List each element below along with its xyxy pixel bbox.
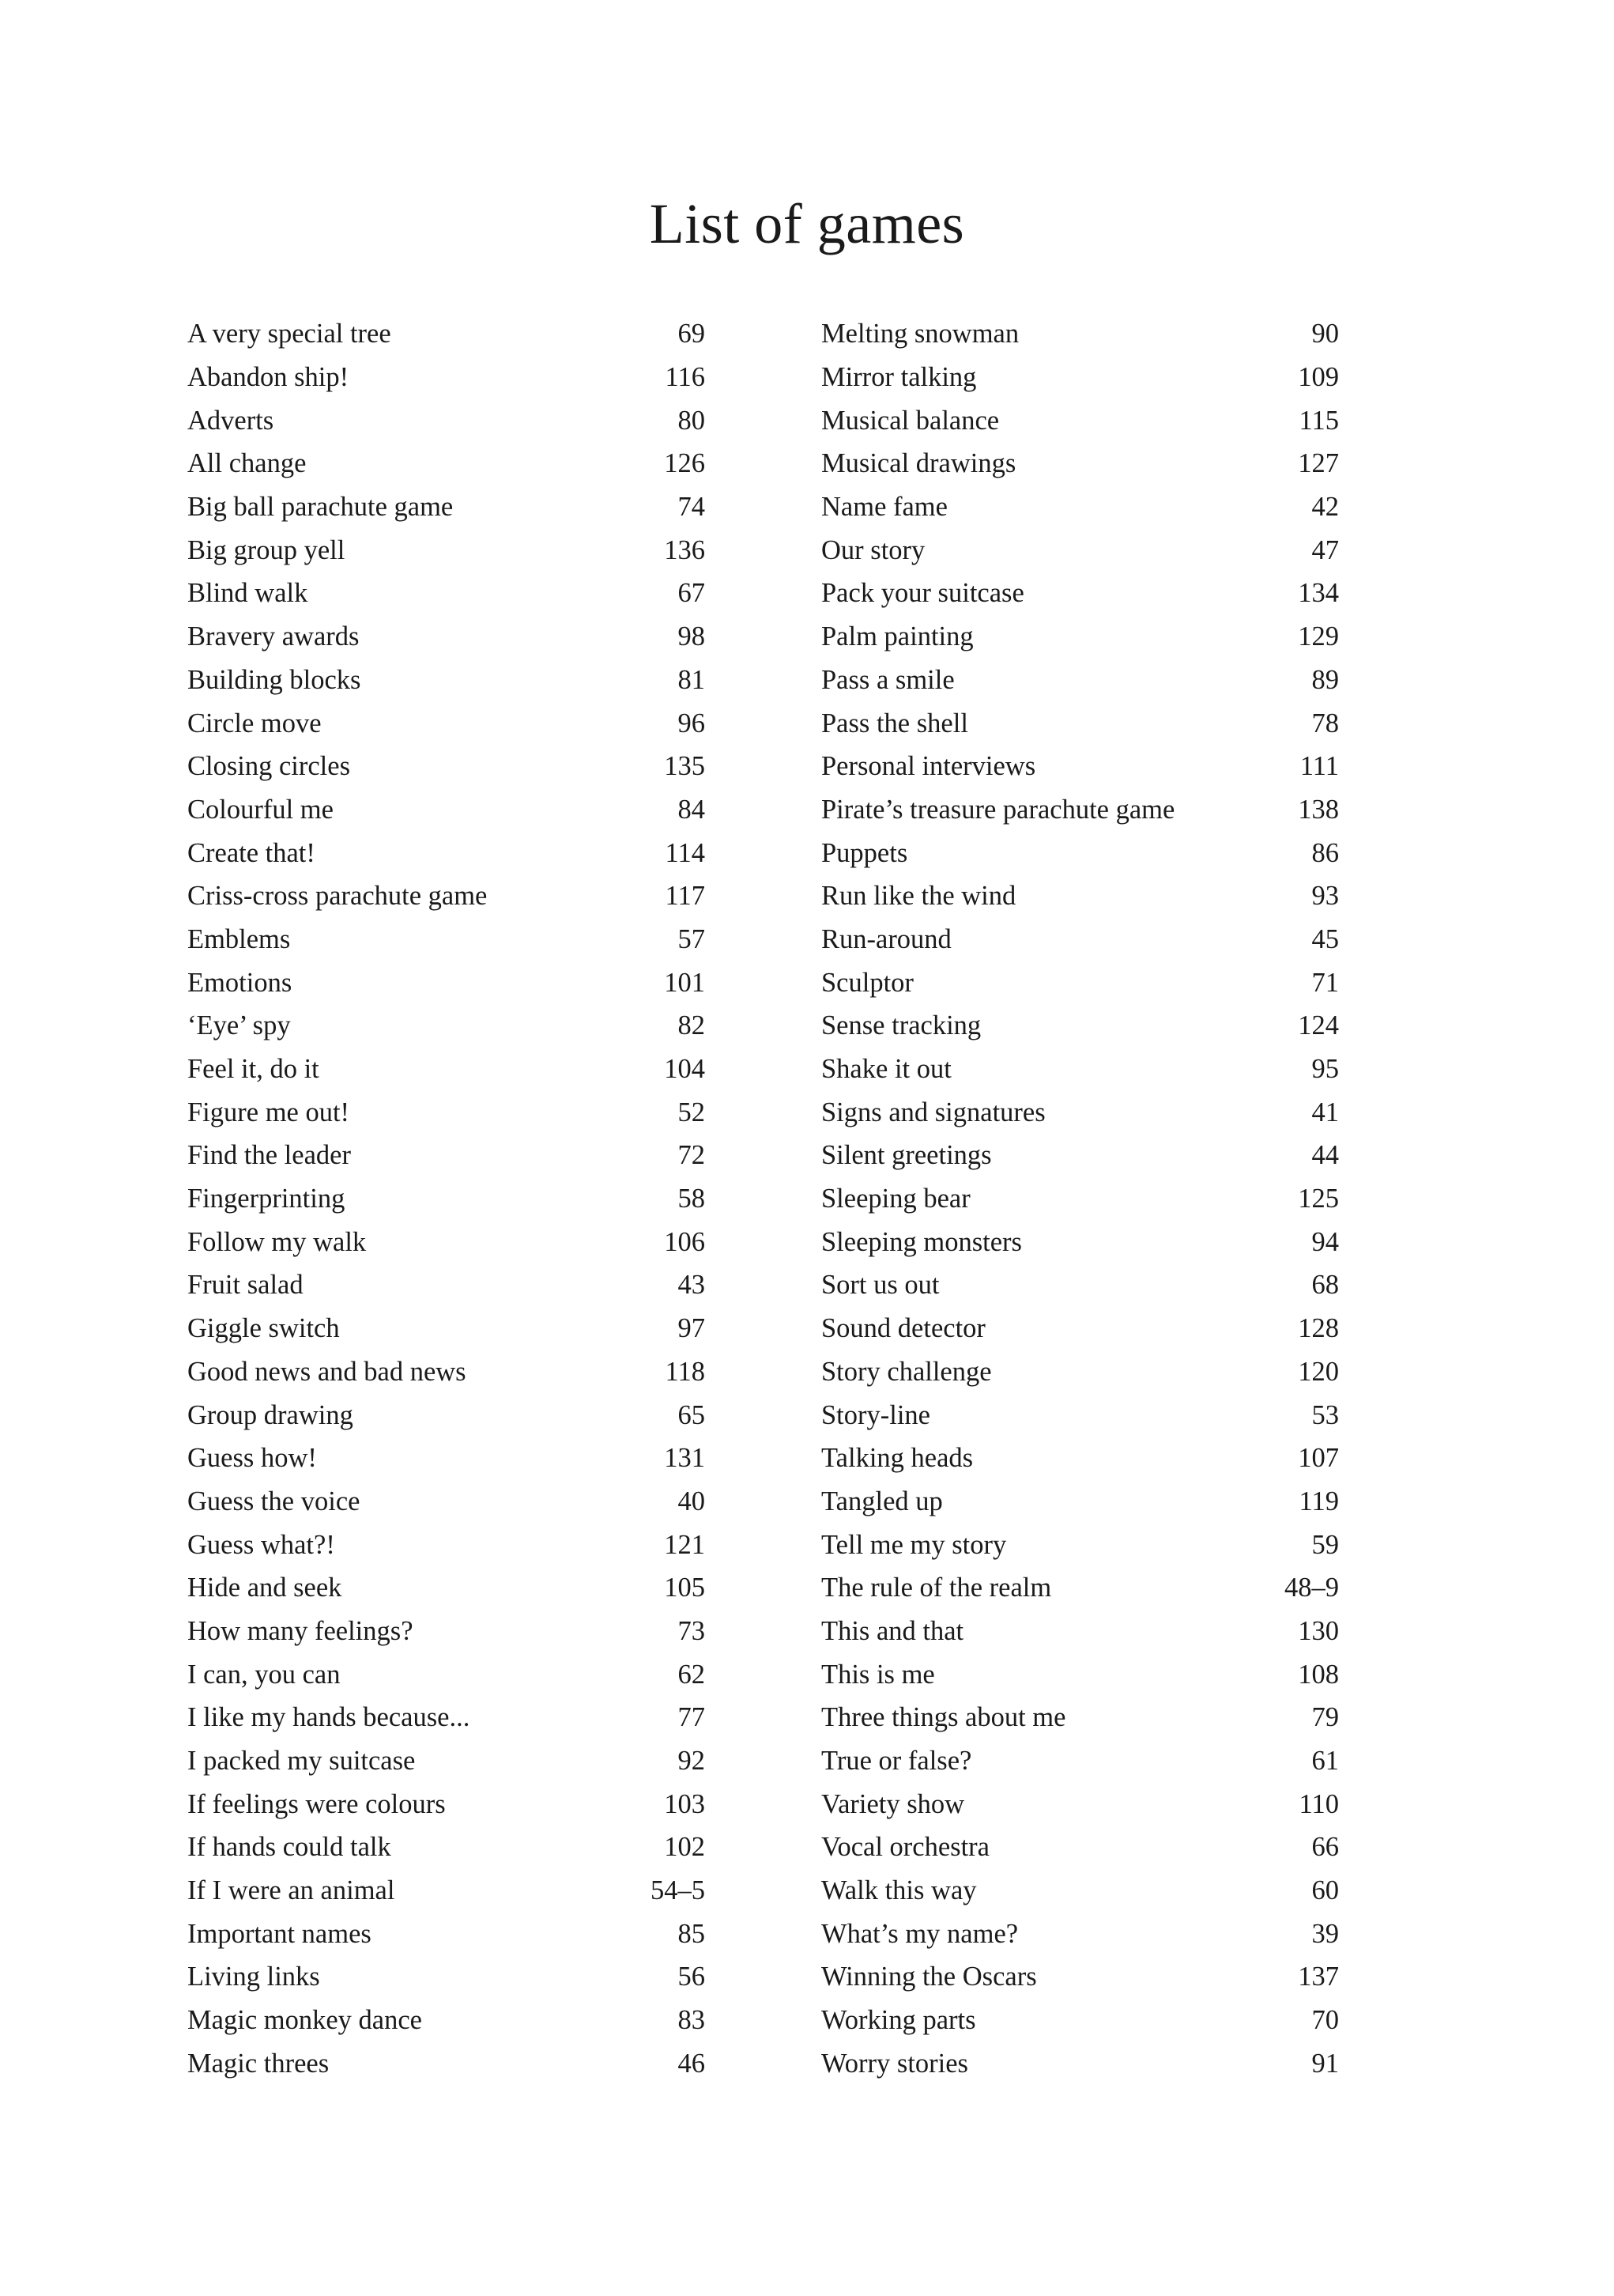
game-entry <box>821 1696 1339 1739</box>
game-entry <box>821 312 1339 356</box>
game-title: Story-line <box>821 1399 930 1430</box>
page-number: 61 <box>1311 1746 1339 1777</box>
game-title: Personal interviews <box>821 751 1036 782</box>
game-title: Follow my walk <box>187 1226 367 1257</box>
game-title: Criss-cross parachute game <box>187 881 488 912</box>
page-number: 136 <box>664 534 705 565</box>
page-number: 107 <box>1298 1443 1339 1474</box>
page-number: 131 <box>664 1443 705 1474</box>
game-title: Guess the voice <box>187 1486 360 1516</box>
page-number: 44 <box>1311 1140 1339 1171</box>
game-title: Mirror talking <box>821 362 977 393</box>
page-number: 115 <box>1299 405 1339 436</box>
game-title: Pirate’s treasure parachute game <box>821 794 1175 825</box>
game-entry <box>821 659 1339 702</box>
game-title: Sense tracking <box>821 1010 982 1041</box>
game-entry <box>821 1393 1339 1437</box>
game-title: Adverts <box>187 405 274 436</box>
game-entry <box>821 788 1339 832</box>
game-title: Living links <box>187 1962 320 1992</box>
game-title: Hide and seek <box>187 1573 342 1603</box>
game-entry <box>187 1263 705 1307</box>
game-entry <box>187 831 705 874</box>
game-entry <box>821 1955 1339 1999</box>
game-entry <box>821 356 1339 399</box>
page-title: List of games <box>649 192 965 255</box>
page-number: 77 <box>677 1702 705 1733</box>
page-number: 92 <box>677 1746 705 1777</box>
page-number: 39 <box>1311 1918 1339 1949</box>
page-number: 42 <box>1311 492 1339 523</box>
page-number: 78 <box>1311 708 1339 738</box>
page-number: 47 <box>1311 534 1339 565</box>
game-title: Walk this way <box>821 1875 977 1906</box>
game-title: The rule of the realm <box>821 1573 1052 1603</box>
game-title: Magic monkey dance <box>187 2005 422 2036</box>
game-title: Closing circles <box>187 751 351 782</box>
page-number: 135 <box>664 751 705 782</box>
page-number: 121 <box>664 1529 705 1560</box>
game-entry <box>821 1090 1339 1134</box>
game-entry <box>821 1912 1339 1955</box>
game-title: Create that! <box>187 837 315 868</box>
page-number: 81 <box>677 664 705 695</box>
game-title: Guess what?! <box>187 1529 335 1560</box>
game-title: Vocal orchestra <box>821 1832 990 1863</box>
game-entry <box>821 442 1339 485</box>
page-number: 41 <box>1311 1097 1339 1127</box>
page-number: 40 <box>677 1486 705 1516</box>
game-title: Sleeping monsters <box>821 1226 1022 1257</box>
game-entry <box>187 1826 705 1869</box>
game-title: Blind walk <box>187 578 308 609</box>
game-entry <box>821 745 1339 788</box>
game-title: Signs and signatures <box>821 1097 1046 1127</box>
game-entry <box>821 1263 1339 1307</box>
page-number: 119 <box>1299 1486 1339 1516</box>
game-title: Circle move <box>187 708 322 738</box>
game-entry <box>821 1782 1339 1826</box>
game-title: Tell me my story <box>821 1529 1007 1560</box>
page-number: 83 <box>677 2005 705 2036</box>
game-entry <box>821 1610 1339 1653</box>
game-entry <box>187 1696 705 1739</box>
game-title: Giggle switch <box>187 1313 340 1344</box>
game-title: Name fame <box>821 492 948 523</box>
page-number: 46 <box>677 2048 705 2079</box>
game-title: Run-around <box>821 923 952 954</box>
game-entry <box>821 961 1339 1004</box>
page-number: 84 <box>677 794 705 825</box>
game-title: Bravery awards <box>187 621 360 652</box>
page-number: 54–5 <box>651 1875 705 1906</box>
game-title: If I were an animal <box>187 1875 395 1906</box>
game-title: Abandon ship! <box>187 362 349 393</box>
game-title: Good news and bad news <box>187 1356 466 1387</box>
game-title: Worry stories <box>821 2048 968 2079</box>
game-entry <box>821 1739 1339 1783</box>
game-title: Group drawing <box>187 1399 353 1430</box>
page-number: 104 <box>664 1054 705 1085</box>
game-entry <box>187 1220 705 1263</box>
game-entry <box>187 1566 705 1610</box>
game-entry <box>187 1090 705 1134</box>
game-entry <box>187 1437 705 1480</box>
game-title: Musical balance <box>821 405 1000 436</box>
game-entry <box>187 356 705 399</box>
game-entry <box>187 572 705 615</box>
page-number: 74 <box>677 492 705 523</box>
page-number: 95 <box>1311 1054 1339 1085</box>
game-title: If hands could talk <box>187 1832 391 1863</box>
game-entry <box>821 1048 1339 1091</box>
game-entry <box>821 398 1339 442</box>
game-entry <box>187 615 705 659</box>
game-entry <box>187 1652 705 1696</box>
game-entry <box>187 1393 705 1437</box>
page-number: 69 <box>677 319 705 349</box>
game-entry <box>187 1134 705 1177</box>
game-entry <box>821 1523 1339 1566</box>
game-entry <box>187 701 705 745</box>
game-entry <box>821 1437 1339 1480</box>
game-title: Tangled up <box>821 1486 943 1516</box>
page-number: 56 <box>677 1962 705 1992</box>
game-entry <box>187 659 705 702</box>
game-entry <box>821 1307 1339 1350</box>
game-title: Variety show <box>821 1788 965 1819</box>
game-entry <box>187 528 705 572</box>
page-number: 58 <box>677 1184 705 1214</box>
page-number: 45 <box>1311 923 1339 954</box>
game-entry <box>821 1004 1339 1048</box>
game-entry <box>187 1782 705 1826</box>
game-entry <box>187 961 705 1004</box>
game-title: Talking heads <box>821 1443 974 1474</box>
game-title: Important names <box>187 1918 371 1949</box>
page-number: 62 <box>677 1659 705 1690</box>
game-entry <box>821 485 1339 529</box>
game-title: Fruit salad <box>187 1270 304 1301</box>
game-title: I like my hands because... <box>187 1702 470 1733</box>
page-number: 89 <box>1311 664 1339 695</box>
game-entry <box>821 1177 1339 1221</box>
page-number: 94 <box>1311 1226 1339 1257</box>
page-number: 86 <box>1311 837 1339 868</box>
game-entry <box>821 1220 1339 1263</box>
game-title: Find the leader <box>187 1140 351 1171</box>
page-number: 91 <box>1311 2048 1339 2079</box>
page-number: 66 <box>1311 1832 1339 1863</box>
game-title: Sleeping bear <box>821 1184 971 1214</box>
game-title: Story challenge <box>821 1356 992 1387</box>
game-title: Sculptor <box>821 967 914 998</box>
game-entry <box>821 701 1339 745</box>
page-number: 138 <box>1298 794 1339 825</box>
game-title: Palm painting <box>821 621 974 652</box>
page-number: 57 <box>677 923 705 954</box>
game-title: True or false? <box>821 1746 972 1777</box>
page-number: 124 <box>1298 1010 1339 1041</box>
game-entry <box>187 1004 705 1048</box>
game-title: Our story <box>821 534 926 565</box>
game-title: Shake it out <box>821 1054 952 1085</box>
game-entry <box>187 788 705 832</box>
page-number: 68 <box>1311 1270 1339 1301</box>
page-number: 137 <box>1298 1962 1339 1992</box>
game-title: Magic threes <box>187 2048 330 2079</box>
page-number: 102 <box>664 1832 705 1863</box>
page-number: 109 <box>1298 362 1339 393</box>
game-entry <box>821 1999 1339 2042</box>
page-number: 93 <box>1311 881 1339 912</box>
page-number: 60 <box>1311 1875 1339 1906</box>
game-title: Pack your suitcase <box>821 578 1024 609</box>
game-entry <box>821 1566 1339 1610</box>
game-title: Guess how! <box>187 1443 317 1474</box>
game-entry <box>187 1177 705 1221</box>
game-title: Pass the shell <box>821 708 968 738</box>
games-list-left-column <box>187 312 705 2085</box>
page-number: 108 <box>1298 1659 1339 1690</box>
game-entry <box>821 874 1339 918</box>
game-title: Figure me out! <box>187 1097 350 1127</box>
page-number: 129 <box>1298 621 1339 652</box>
game-title: Sound detector <box>821 1313 986 1344</box>
game-entry <box>187 1048 705 1091</box>
page-number: 97 <box>677 1313 705 1344</box>
page-number: 114 <box>665 837 705 868</box>
game-entry <box>821 831 1339 874</box>
game-title: What’s my name? <box>821 1918 1019 1949</box>
game-title: Colourful me <box>187 794 334 825</box>
game-title: A very special tree <box>187 319 391 349</box>
page-number: 98 <box>677 621 705 652</box>
games-list-right-column <box>821 312 1339 2085</box>
game-title: Musical drawings <box>821 448 1016 479</box>
page-number: 67 <box>677 578 705 609</box>
game-entry <box>187 1610 705 1653</box>
page-number: 80 <box>677 405 705 436</box>
game-entry <box>187 1307 705 1350</box>
game-title: If feelings were colours <box>187 1788 446 1819</box>
game-title: Emotions <box>187 967 292 998</box>
game-entry <box>187 918 705 961</box>
page-number: 111 <box>1299 751 1339 782</box>
game-title: Winning the Oscars <box>821 1962 1037 1992</box>
page-number: 72 <box>677 1140 705 1171</box>
game-title: Run like the wind <box>821 881 1016 912</box>
game-title: Fingerprinting <box>187 1184 345 1214</box>
game-entry <box>821 1869 1339 1913</box>
page-number: 125 <box>1298 1184 1339 1214</box>
game-entry <box>187 485 705 529</box>
page-number: 127 <box>1298 448 1339 479</box>
page-number: 126 <box>664 448 705 479</box>
page-number: 120 <box>1298 1356 1339 1387</box>
game-title: Big ball parachute game <box>187 492 454 523</box>
page-number: 130 <box>1298 1615 1339 1646</box>
page-number: 65 <box>677 1399 705 1430</box>
game-title: Sort us out <box>821 1270 940 1301</box>
page-number: 82 <box>677 1010 705 1041</box>
game-entry <box>187 1955 705 1999</box>
game-entry <box>187 1999 705 2042</box>
page-number: 71 <box>1311 967 1339 998</box>
game-title: How many feelings? <box>187 1615 413 1646</box>
game-title: Three things about me <box>821 1702 1066 1733</box>
page-number: 128 <box>1298 1313 1339 1344</box>
page-number: 85 <box>677 1918 705 1949</box>
page-number: 117 <box>665 881 705 912</box>
page-number: 79 <box>1311 1702 1339 1733</box>
page-number: 116 <box>665 362 705 393</box>
game-title: I packed my suitcase <box>187 1746 416 1777</box>
page-number: 105 <box>664 1573 705 1603</box>
game-entry <box>821 1134 1339 1177</box>
game-title: This is me <box>821 1659 935 1690</box>
game-title: Puppets <box>821 837 908 868</box>
game-entry <box>821 2042 1339 2086</box>
game-entry <box>187 398 705 442</box>
page-number: 43 <box>677 1270 705 1301</box>
page-number: 106 <box>664 1226 705 1257</box>
page-number: 110 <box>1299 1788 1339 1819</box>
game-entry <box>187 745 705 788</box>
page-number: 70 <box>1311 2005 1339 2036</box>
game-title: Working parts <box>821 2005 976 2036</box>
page-number: 52 <box>677 1097 705 1127</box>
page-number: 90 <box>1311 319 1339 349</box>
game-entry <box>187 312 705 356</box>
game-title: ‘Eye’ spy <box>187 1010 291 1041</box>
page-number: 73 <box>677 1615 705 1646</box>
page-number: 118 <box>665 1356 705 1387</box>
game-title: This and that <box>821 1615 964 1646</box>
game-entry <box>821 918 1339 961</box>
game-entry <box>821 1652 1339 1696</box>
game-entry <box>821 528 1339 572</box>
game-entry <box>821 1350 1339 1394</box>
page-number: 53 <box>1311 1399 1339 1430</box>
game-entry <box>187 1350 705 1394</box>
game-title: I can, you can <box>187 1659 341 1690</box>
game-entry <box>187 1739 705 1783</box>
game-entry <box>187 1869 705 1913</box>
game-entry <box>821 1480 1339 1524</box>
game-entry <box>187 1523 705 1566</box>
game-title: Big group yell <box>187 534 345 565</box>
page-number: 96 <box>677 708 705 738</box>
game-title: Emblems <box>187 923 291 954</box>
game-entry <box>821 572 1339 615</box>
page-number: 103 <box>664 1788 705 1819</box>
game-entry <box>187 442 705 485</box>
game-entry <box>187 1480 705 1524</box>
game-title: Silent greetings <box>821 1140 992 1171</box>
game-title: Building blocks <box>187 664 361 695</box>
page-number: 48–9 <box>1284 1573 1339 1603</box>
page-number: 134 <box>1298 578 1339 609</box>
game-entry <box>187 1912 705 1955</box>
game-entry <box>821 1826 1339 1869</box>
page-number: 101 <box>664 967 705 998</box>
game-title: Pass a smile <box>821 664 955 695</box>
game-title: Melting snowman <box>821 319 1020 349</box>
game-entry <box>187 2042 705 2086</box>
page-number: 59 <box>1311 1529 1339 1560</box>
game-title: Feel it, do it <box>187 1054 319 1085</box>
game-entry <box>187 874 705 918</box>
game-title: All change <box>187 448 307 479</box>
game-entry <box>821 615 1339 659</box>
